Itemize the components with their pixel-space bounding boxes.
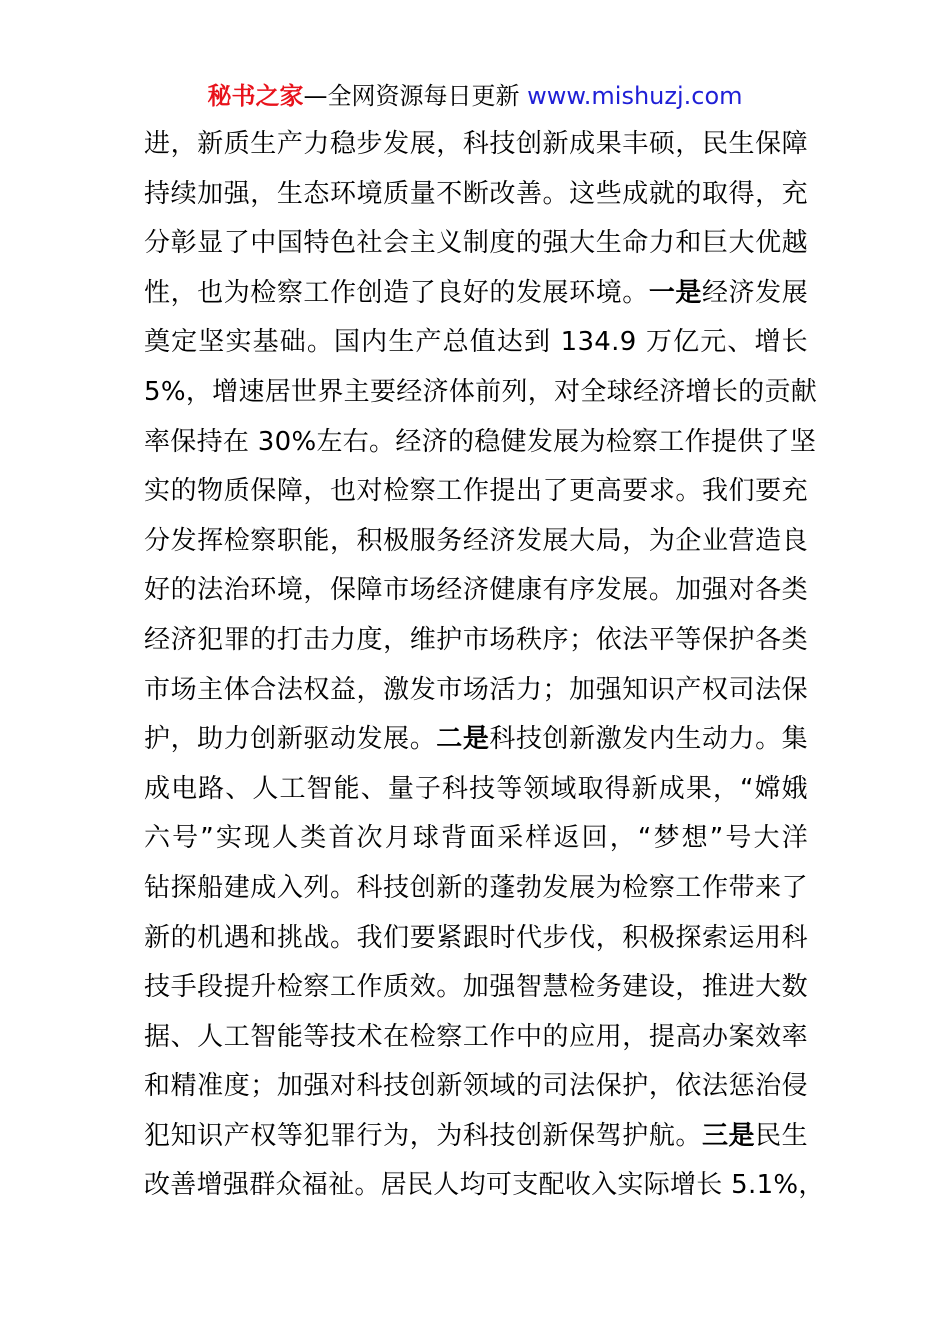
text-line (144, 517, 808, 567)
text-line (144, 170, 808, 220)
text-segment: 经济发展 (701, 277, 808, 308)
text-line (144, 715, 808, 765)
text-segment: 经济犯罪的打击力度，维护市场秩序；依法平等保护各类 (144, 624, 808, 655)
text-segment: 奠定坚实基础。国内生产总值达到 134.9 万亿元、增长 (144, 327, 808, 358)
document-body (144, 120, 825, 1211)
text-line (144, 1062, 808, 1112)
bold-keyword: 二是 (436, 724, 490, 755)
text-line (144, 1013, 808, 1063)
brand-name: 秘书之家 (207, 82, 304, 110)
text-line (144, 566, 808, 616)
text-line (144, 1161, 825, 1211)
text-segment: 5%，增速居世界主要经济体前列，对全球经济增长的贡献 (144, 376, 818, 407)
text-segment: 分发挥检察职能，积极服务经济发展大局，为企业营造良 (144, 525, 808, 556)
text-segment: 六号”实现人类首次月球背面采样返回，“梦想”号大洋 (144, 823, 808, 854)
text-line (144, 666, 808, 716)
text-segment: 好的法治环境，保障市场经济健康有序发展。加强对各类 (144, 575, 808, 606)
site-header (0, 78, 950, 114)
text-segment: 分彰显了中国特色社会主义制度的强大生命力和巨大优越 (144, 228, 808, 259)
text-segment: 据、人工智能等技术在检察工作中的应用，提高办案效率 (144, 1021, 808, 1052)
text-line (144, 120, 808, 170)
text-line (144, 864, 808, 914)
bold-keyword: 三是 (701, 1120, 756, 1151)
text-segment: 持续加强，生态环境质量不断改善。这些成就的取得，充 (144, 178, 808, 209)
text-segment: 护，助力创新驱动发展。 (144, 724, 437, 755)
text-segment: 实的物质保障，也对检察工作提出了更高要求。我们要充 (144, 476, 808, 507)
site-url-link[interactable]: www.mishuzj.com (527, 82, 743, 110)
text-segment: 钻探船建成入列。科技创新的蓬勃发展为检察工作带来了 (144, 872, 808, 903)
text-segment: 市场主体合法权益，激发市场活力；加强知识产权司法保 (144, 674, 808, 705)
text-line (144, 963, 808, 1013)
text-line (144, 219, 808, 269)
text-line (144, 814, 808, 864)
text-segment: 犯知识产权等犯罪行为，为科技创新保驾护航。 (144, 1120, 702, 1151)
text-segment: 新的机遇和挑战。我们要紧跟时代步伐，积极探索运用科 (144, 922, 808, 953)
header-tagline: —全网资源每日更新 (303, 82, 528, 110)
text-segment: 和精准度；加强对科技创新领域的司法保护，依法惩治侵 (144, 1071, 808, 1102)
text-segment: 民生 (755, 1120, 808, 1151)
text-segment: 科技创新激发内生动力。集 (489, 724, 808, 755)
text-line (144, 467, 808, 517)
text-line (144, 318, 808, 368)
text-line (144, 616, 808, 666)
text-segment: 改善增强群众福祉。居民人均可支配收入实际增长 5.1%， (144, 1170, 825, 1201)
text-segment: 成电路、人工智能、量子科技等领域取得新成果，“嫦娥 (144, 773, 808, 804)
bold-keyword: 一是 (648, 277, 702, 308)
text-line (144, 269, 808, 319)
text-segment: 进，新质生产力稳步发展，科技创新成果丰硕，民生保障 (144, 129, 808, 159)
text-line (144, 1112, 808, 1162)
text-segment: 率保持在 30%左右。经济的稳健发展为检察工作提供了坚 (144, 426, 817, 457)
text-line (144, 418, 817, 468)
text-line (144, 765, 808, 815)
text-line (144, 368, 818, 418)
text-segment: 性，也为检察工作创造了良好的发展环境。 (144, 277, 649, 308)
text-segment: 技手段提升检察工作质效。加强智慧检务建设，推进大数 (144, 972, 808, 1003)
text-line (144, 914, 808, 964)
